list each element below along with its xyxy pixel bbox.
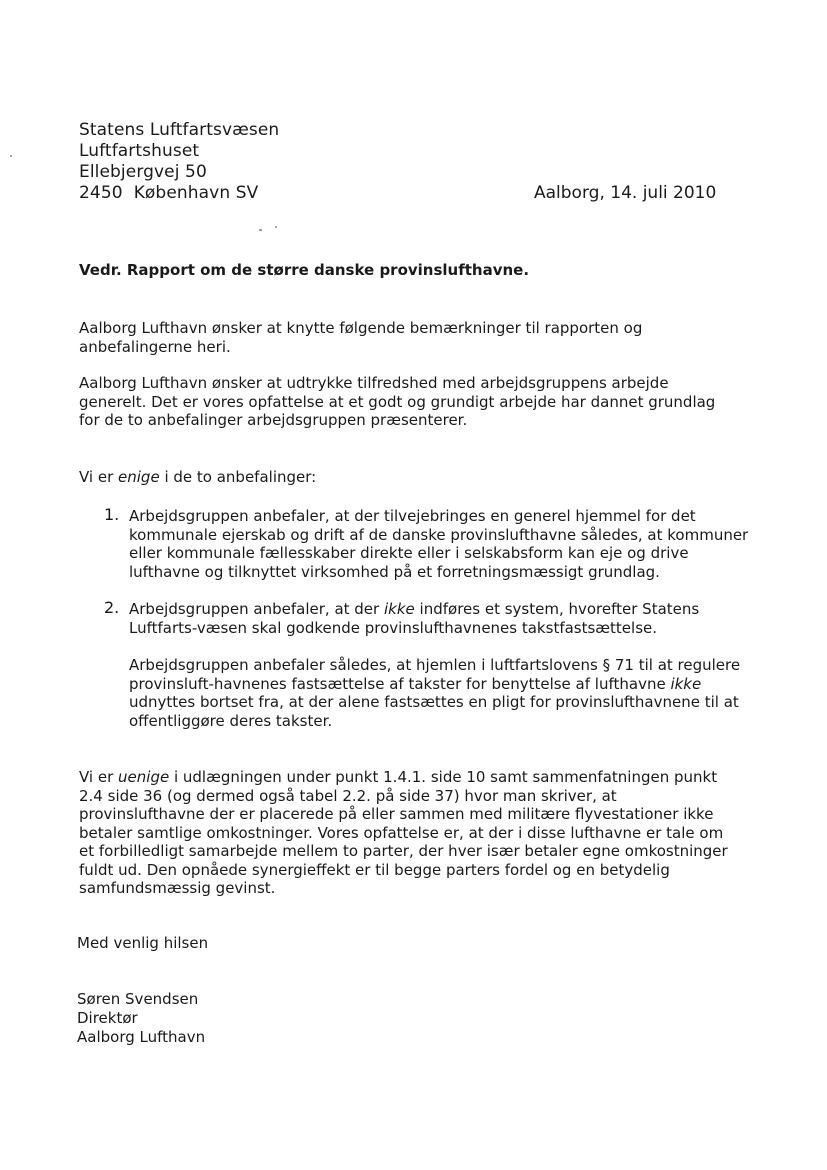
signer-name: Søren Svendsen [77, 990, 199, 1008]
letter-subject: Vedr. Rapport om de større danske provinslufthavne. [79, 261, 530, 279]
scan-speck [259, 229, 262, 231]
agree-line-before: Vi er [79, 468, 119, 486]
recommendation-2-text-before: Arbejdsgruppen anbefaler, at der [129, 600, 384, 618]
signer-organization: Aalborg Lufthavn [77, 1028, 206, 1046]
recipient-city: København SV [133, 183, 259, 203]
disagree-after: i udlægningen under punkt 1.4.1. side 10 samt sammenfatningen punkt 2.4 side 36 (og dermed også tabel 2.2. på side 37) hvor man skriver, at provinslufthavne der er placerede på eller sammen med militære flyvestationer ikke betaler samtlige omkostninger. Vores opfattelse er, at der i disse lufthavne er tale om et forbilledligt samarbejde mellem to parter, der hver især betaler egne omkostninger fuldt ud. Den opnåede synergieffekt er til begge parters fordel og en betydelig samfundsmæssig gevinst. [79, 768, 728, 897]
recipient-building: Luftfartshuset [79, 141, 200, 161]
recommendation-2-sub-after: udnyttes bortset fra, at der alene fastsættes en pligt for provinslufthavnene til at offentliggøre deres takster. [129, 693, 739, 730]
recipient-postal-code: 2450 [79, 183, 123, 203]
recommendation-2-text [129, 600, 759, 637]
recipient-street: Ellebjergvej 50 [79, 162, 207, 182]
recipient-postal-city [79, 183, 258, 203]
disagree-emphasis: uenige [118, 768, 170, 786]
scan-speck [275, 226, 277, 228]
agree-line [79, 468, 739, 487]
scan-speck [10, 155, 12, 157]
recommendation-1-number: 1. [104, 505, 120, 524]
recipient-name: Statens Luftfartsvæsen [79, 120, 280, 140]
agree-line-after: i de to anbefalinger: [159, 468, 317, 486]
recommendation-2-subparagraph [129, 656, 759, 730]
recommendation-2-number: 2. [104, 598, 120, 617]
disagree-before: Vi er [79, 768, 119, 786]
signer-title: Direktør [77, 1009, 138, 1027]
recommendation-2-sub-emphasis: ikke [670, 674, 702, 693]
intro-paragraph: Aalborg Lufthavn ønsker at knytte følgende bemærkninger til rapporten og anbefalingerne heri. [79, 319, 643, 356]
recommendation-1-text: Arbejdsgruppen anbefaler, at der tilvejebringes en generel hjemmel for det kommunale ejerskab og drift af de danske provinslufthavne således, at kommuner eller kommunale fællesskaber direkte eller i selskabsform kan eje og drive lufthavne og tilknyttet virksomhed på et forretningsmæssigt grundlag. [129, 507, 749, 581]
agree-line-emphasis: enige [118, 468, 160, 486]
recommendation-2-emphasis: ikke [383, 600, 415, 618]
satisfaction-paragraph: Aalborg Lufthavn ønsker at udtrykke tilfredshed med arbejdsgruppens arbejde generelt. Det er vores opfattelse at et godt og grundigt arbejde har dannet grundlag for de to anbefalinger arbejdsgruppen præsenterer. [79, 374, 716, 429]
letter-date: Aalborg, 14. juli 2010 [534, 183, 717, 203]
recommendation-2-sub-before: Arbejdsgruppen anbefaler således, at hjemlen i luftfartslovens § 71 til at regulere provinsluft-havnenes fastsættelse af takster for benyttelse af lufthavne [129, 656, 741, 693]
recommendation-2-text-after: indføres et system, hvorefter Statens Luftfarts-væsen skal godkende provinslufthavnenes takstfastsættelse. [129, 600, 700, 637]
disagree-paragraph [79, 768, 739, 898]
closing-greeting: Med venlig hilsen [77, 934, 209, 952]
